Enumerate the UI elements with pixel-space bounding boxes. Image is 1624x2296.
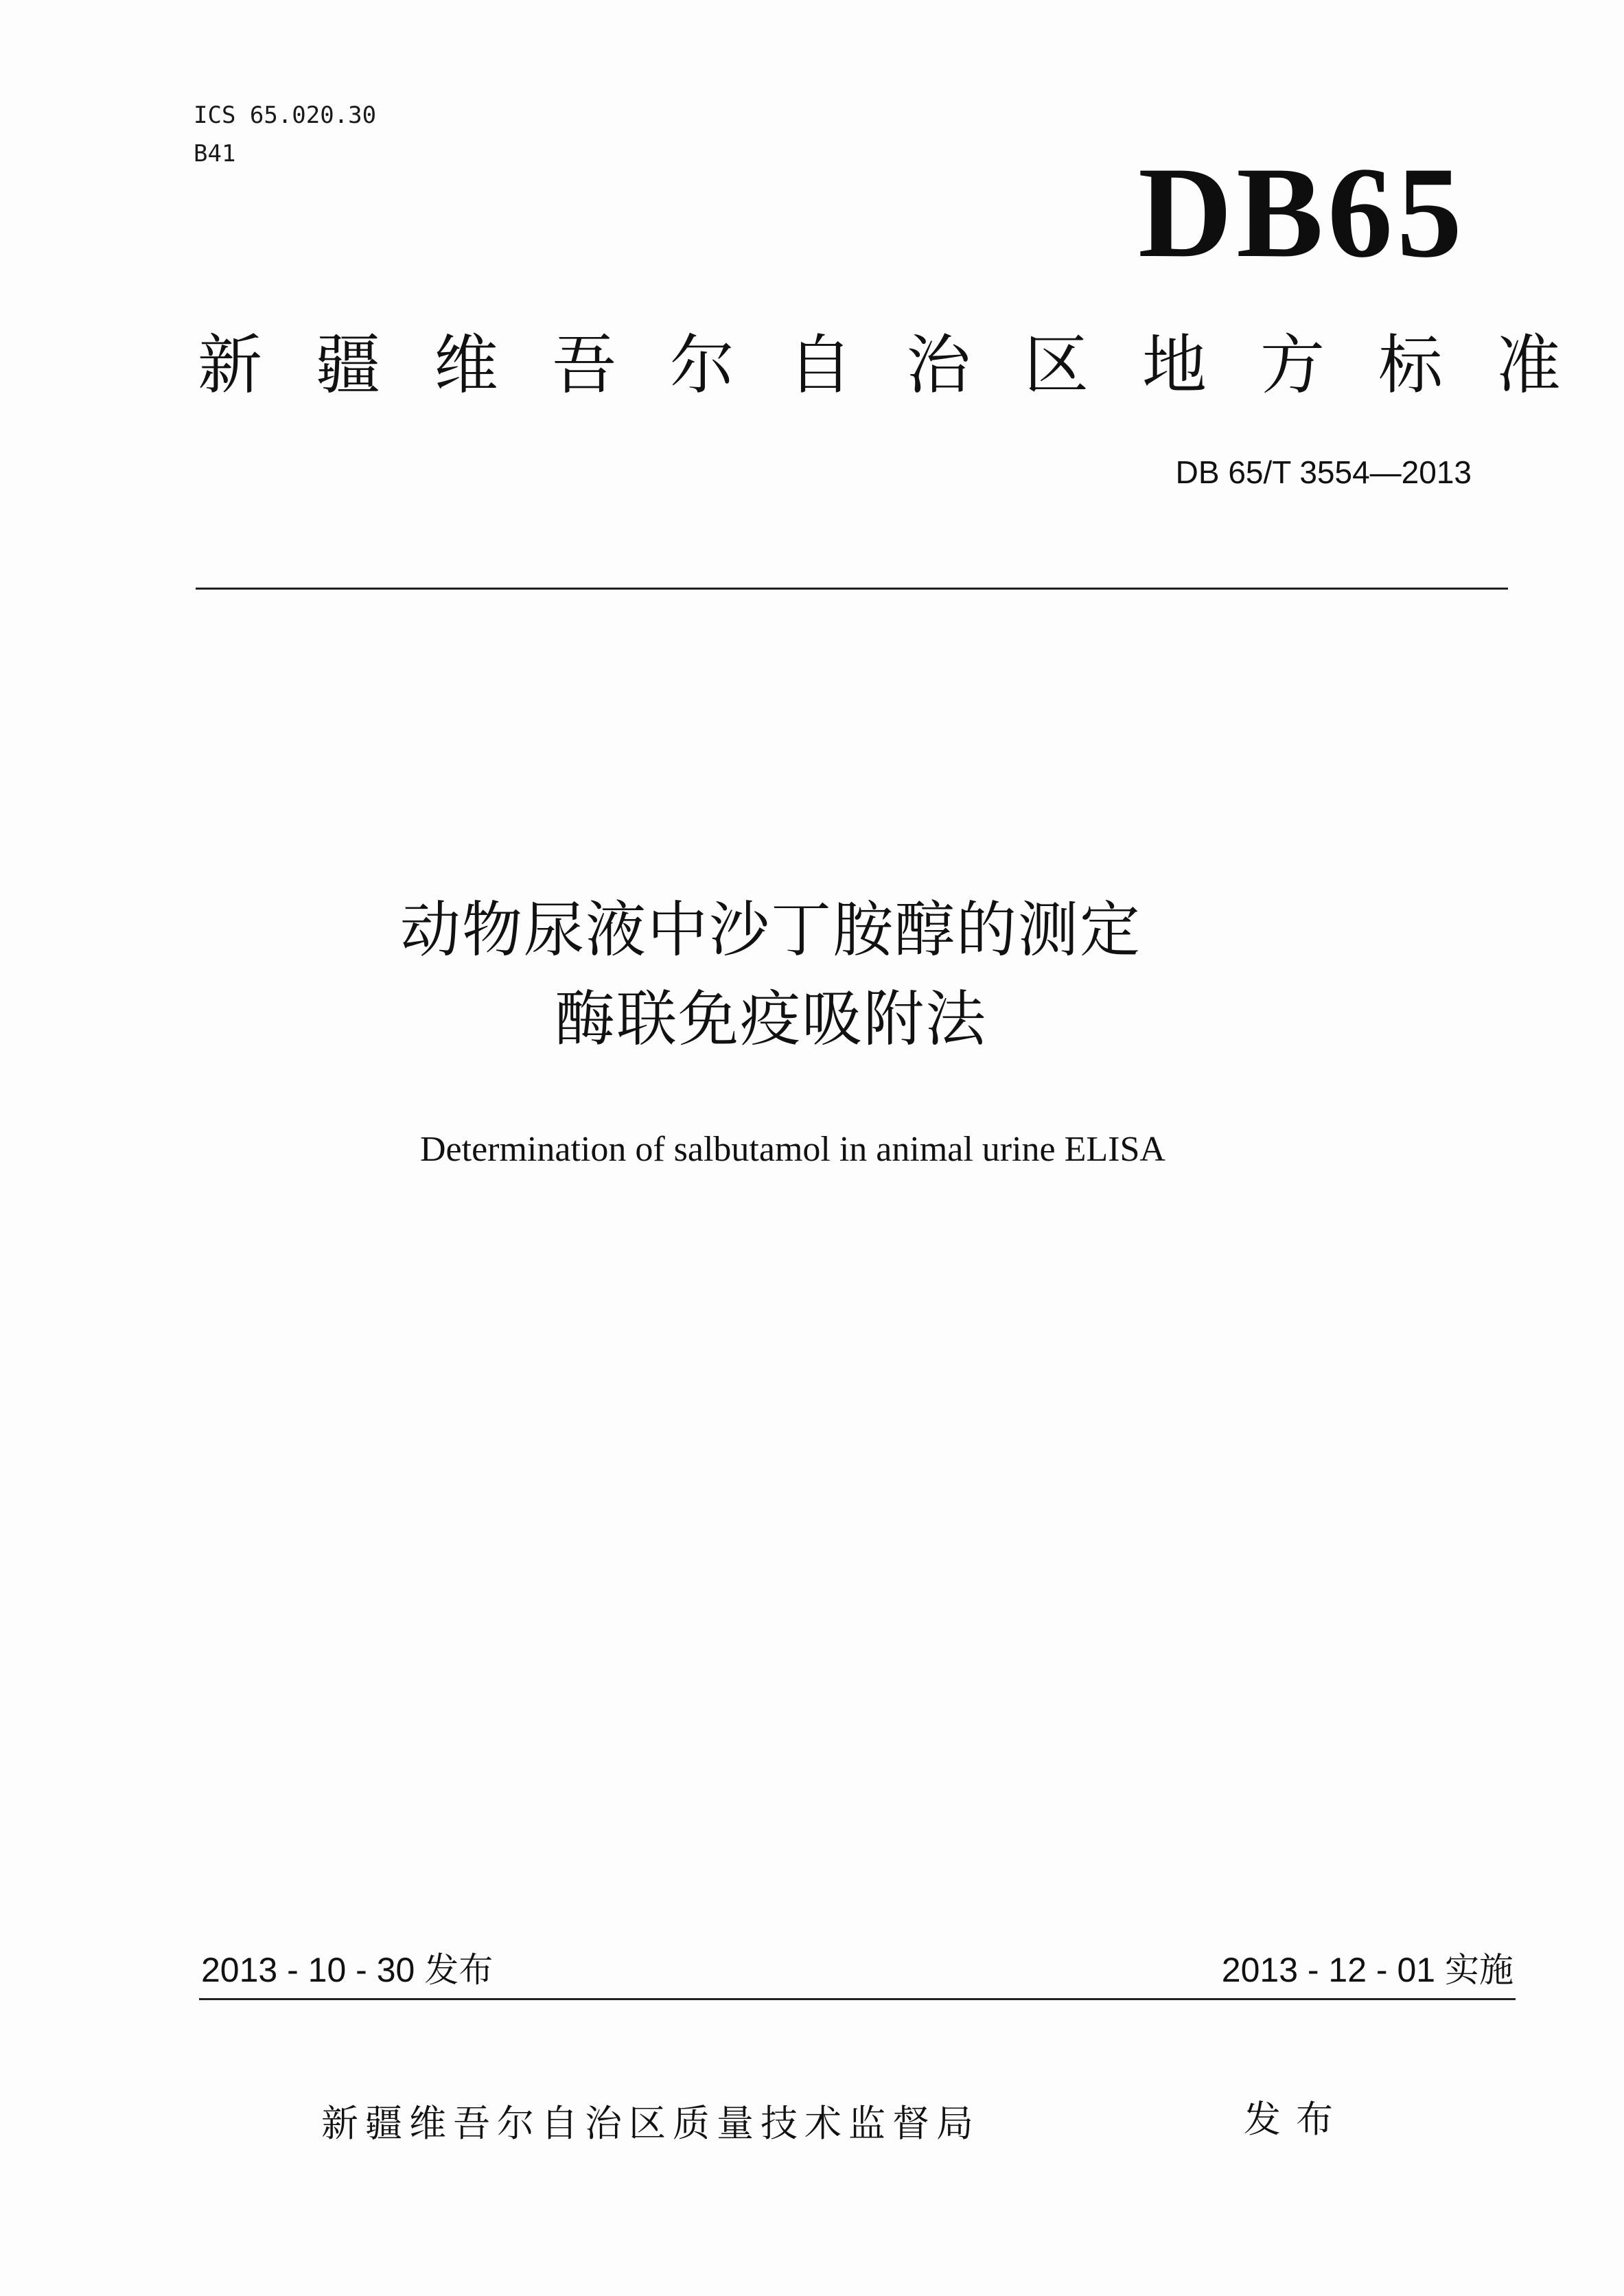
ccs-code: B41 (194, 140, 236, 167)
chinese-title (0, 885, 1624, 1064)
implementation-date: 2013 - 12 - 01 实施 (1221, 1951, 1513, 1989)
publisher-name: 新疆维吾尔自治区质量技术监督局 (321, 2102, 980, 2145)
standard-type-title: 新疆维吾尔自治区地方标准 (198, 328, 1615, 403)
classification-codes (194, 96, 376, 173)
date-row (201, 1946, 1513, 2001)
standard-number: DB 65/T 3554—2013 (1175, 454, 1472, 490)
publish-label: 发布 (1244, 2098, 1348, 2141)
english-title: Determination of salbutamol in animal urine ELISA (420, 1130, 1165, 1169)
standard-mark: DB65 (1138, 141, 1466, 285)
top-divider (196, 588, 1508, 590)
chinese-title-line-1: 动物尿液中沙丁胺醇的测定 (399, 894, 1141, 965)
chinese-title-line-2: 酶联免疫吸附法 (554, 984, 987, 1054)
bottom-divider (199, 1998, 1516, 2000)
ics-code: ICS 65.020.30 (194, 102, 377, 129)
issue-date: 2013 - 10 - 30 发布 (201, 1951, 494, 1989)
